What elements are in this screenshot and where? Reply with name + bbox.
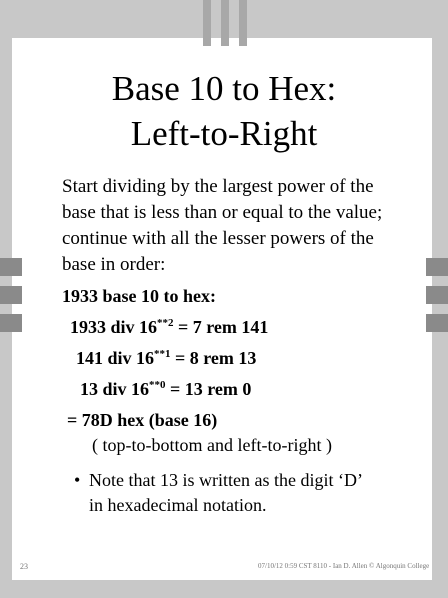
intro-line: base in order: [62,254,166,275]
title-line: Base 10 to Hex: [111,69,337,108]
intro-line: Start dividing by the largest power of the [62,176,374,197]
bullet-dot: • [74,470,81,490]
slide-title [30,66,418,156]
division-row: 141 div $16^{**1} = 8$ rem 13 [76,348,257,368]
order-note: ( top-to-bottom and left-to-right ) [92,435,332,455]
right-decoration [426,286,448,304]
top-decoration [239,0,247,46]
division-row: 13 div $16^{**0} = 13$ rem 0 [80,379,252,399]
left-decoration [0,314,22,332]
bullet-line: Note that 13 is written as the digit ‘D’ [89,470,363,490]
right-decoration [426,314,448,332]
intro-text [62,174,382,278]
right-decoration [426,258,448,276]
top-decoration [221,0,229,46]
left-decoration [0,286,22,304]
footer-credit: 07/10/12 0:59 CST 8110 - Ian D. Allen © Algonquin College [258,562,430,570]
slide-number: 23 [20,562,28,571]
title-line: Left-to-Right [130,114,318,153]
top-decoration [203,0,211,46]
bullet-line: in hexadecimal notation. [89,495,267,515]
intro-line: base that is less than or equal to the value; [62,202,383,223]
division-row: 1933 div $16^{**2} = 7$ rem 141 [70,317,269,337]
conversion-heading: 1933 base 10 to hex: [62,286,216,306]
left-decoration [0,258,22,276]
result-line: = 78D hex (base 16) [67,410,218,430]
intro-line: continue with all the lesser powers of the [62,228,374,249]
